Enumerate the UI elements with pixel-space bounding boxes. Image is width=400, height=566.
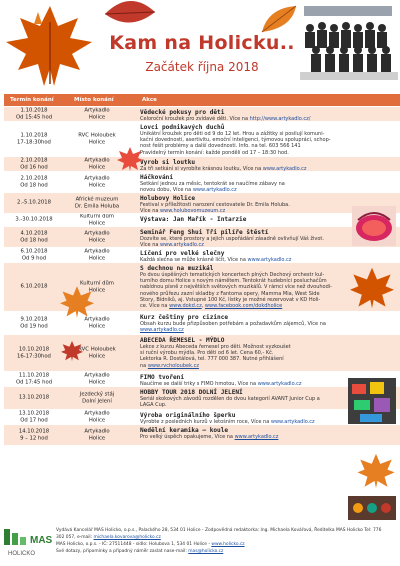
event-title: Výroba originálního šperku [140,412,236,419]
event-description-line: Více na www.holubovomuzeum.cz [140,208,226,213]
autumn-leaf-icon [100,0,160,34]
table-row [4,425,400,445]
event-place: Artykadlo [84,316,110,323]
footer-line: MAS Holicko, o.p.s. - IČ: 27511448 - sídlo: Holubova 1, 534 01 Holice - www.holicko.cz [56,542,245,547]
event-info-cell [140,337,354,369]
event-time: 16-17:30hod [17,353,51,359]
table-row [4,372,400,386]
event-date: 1.10.2018 [20,107,48,114]
maple-leaf-icon [58,285,96,319]
event-date: 1.10.2018 [20,132,48,139]
event-date: 2.10.2018 [20,157,48,164]
event-description-line: Lektorka R. Dostálová, tel. 777 000 387. Nutné přihlášení [140,356,284,363]
event-title: Výstava: Jan Mařík - Intarzie [140,216,247,223]
maple-leaf-icon [116,146,144,172]
event-place: Holice [88,237,106,243]
event-place-cell [64,372,130,385]
event-title: Holubovy Holice [140,195,196,202]
event-date-cell [4,107,64,120]
event-date: 6.10.2018 [20,283,48,290]
autumn-leaf-icon [60,340,84,362]
table-row [4,387,400,409]
event-link[interactable]: www.artykadlo.cz [257,381,302,386]
event-time: Od 17 hod [20,417,48,423]
event-description-line: nost řešit problémy a další dovednosti. Info. na tel. 603 566 141 [140,143,301,150]
event-date-cell [4,217,64,224]
event-description-line: Obsah kurzu bude přizpůsoben potřebám a požadavkům zájemců, Více na [140,321,326,327]
event-date: 6.10.2018 [20,248,48,255]
event-title: Nedělní keramika – koule [140,427,229,434]
svg-text:MAS: MAS [30,535,52,546]
event-link[interactable]: www.artykadlo.cz [234,434,279,440]
event-date: 2.10.2018 [20,175,48,182]
event-description-line: Naučíme se další triky s FIMO hmotou, Více na www.artykadlo.cz [140,381,302,386]
event-description-line: Seriál skokových závodů rozdělen do dvou kategorií AVANT Junior Cup a [140,396,320,402]
event-place: Holice [88,114,106,120]
event-description-line: Story, Bídníků, aj. Vstupné 100 Kč, lístky je možné rezervovat v KD Holi- [140,296,321,303]
event-date: 11.10.2018 [18,372,50,379]
event-date-cell [4,248,64,261]
event-date: 13.10.2018 [18,394,50,401]
event-link[interactable]: http://www.artykadlo.cz/ [249,116,311,121]
event-info-cell [140,109,354,121]
footer [0,522,400,566]
event-description-line: Pravidelný termín konání: každé pondělí od 17 – 18:30 hod. [140,149,289,156]
event-date-cell [4,157,64,170]
event-place: Dr. Emila Holuba [74,203,120,209]
event-title: Vyrob si loutku [140,159,196,166]
event-place: Kulturní dům [80,214,114,220]
column-header-date: Termín konání [10,97,54,103]
event-place: Holice [88,182,106,188]
event-place: Holice [88,353,106,359]
event-date-cell [4,410,64,423]
footer-line: Vydává Kancelář MAS Holicko, o.p.s., Palackého 28, 534 01 Holice - Zodpovědná redaktorka: Ing. Michaela Kovářová, Ředitelka MAS Holicko Tel: 776 [56,528,382,533]
event-date: 10.10.2018 [18,346,50,353]
event-date-cell [4,284,64,291]
event-description-line: LAGA Cup. [140,402,167,409]
event-description-line: Po dvou úspěšných tematických koncertech plných Dechový orchestr kul- [140,272,325,278]
event-link[interactable]: www.artykadlo.cz [247,257,292,262]
event-time: Od 15:45 hod [15,114,53,120]
event-place: Holice [88,139,106,145]
event-place: Artykadlo [84,157,110,164]
event-description-line: nového průřezu zazní skladby z Fantoma opery, Mamma Mia, West Side [140,290,320,297]
jewelry-photo [348,496,396,520]
event-place-cell [64,428,130,441]
event-place-cell [64,107,130,120]
event-link[interactable]: www.artykadlo.cz [270,419,315,424]
event-place: Holice [88,417,106,423]
event-info-cell [140,427,354,440]
event-info-cell [140,195,354,213]
footer-link[interactable]: mas@holicko.cz [188,549,224,554]
footer-line: 302 057, e-mail: michaela.kovarova@holicko.cz [56,535,161,540]
event-info-cell [140,229,354,247]
event-title: S dechnou na muzikál [140,265,214,272]
event-time: 9 – 12 hod [20,435,48,441]
event-time: Od 18 hod [20,182,48,188]
event-link[interactable]: www.artykadlo.cz [192,187,237,192]
column-header-event: Akce [142,97,157,103]
event-description-line: Lekce z kurzu Abeceda řemesel pro děti. Možnost vyzkoušet [140,344,291,350]
event-info-cell [140,174,354,192]
event-place: Artykadlo [84,428,110,435]
event-title: Háčkování [140,174,174,181]
event-description-line: Za tři setkání si vyrobíte krásnou loutku, Více na www.artykadlo.cz [140,166,307,171]
event-description-line: turního domu Holice s novým námětem. Tentokrát hudebníci posluchačům [140,278,327,285]
event-place: Holice [88,323,106,329]
event-place-cell [64,214,130,226]
event-info-cell [140,265,354,309]
table-row [4,193,400,213]
event-date-cell [4,200,64,207]
event-place: Artykadlo [84,410,110,417]
event-date-cell [4,316,64,329]
event-time: Od 18 hod [20,237,48,243]
event-date-cell [4,132,64,145]
event-title: Lovci podnikavých duchů [140,124,225,131]
maple-leaf-icon [356,452,396,490]
event-date-cell [4,346,64,359]
event-info-cell [140,159,354,171]
event-link[interactable]: www.holubovomuzeum.cz [160,208,226,213]
event-place-cell [64,410,130,423]
table-row [4,122,400,156]
footer-text [56,527,396,555]
header [0,0,400,92]
event-link[interactable]: www.artykadlo.cz [160,242,204,247]
group-photo [300,2,398,80]
event-place: RVC Holoubek [78,132,116,139]
event-place: Holice [88,220,106,226]
event-time: Od 19 hod [20,323,48,329]
event-place: Artykadlo [84,230,110,237]
event-link[interactable]: www.dokd.cz [169,303,202,310]
event-title: FIMO tvoření [140,374,185,381]
event-title: Líčení pro velké slečny [140,250,225,257]
event-place: Kulturní dům [80,280,114,287]
event-place: Artykadlo [84,372,110,379]
event-place: Artykadlo [84,248,110,255]
event-place-cell [64,248,130,261]
event-info-cell [140,389,354,408]
event-title: Kurz češtiny pro cizince [140,314,229,321]
footer-link[interactable]: michaela.kovarova@holicko.cz [93,535,161,540]
event-date: 3.-30.10.2018 [15,216,53,223]
event-title: Seminář Feng Shui Tři pilíře štěstí [140,229,269,236]
soap-photo [348,378,396,424]
svg-text:HOLICKO: HOLICKO [8,551,36,557]
event-info-cell [140,412,354,424]
event-description-line: ce. Více na www.dokd.cz, www.facebook.com/dokdholice [140,303,283,310]
event-link[interactable]: www.rvcholoubek.cz [147,362,199,369]
event-place: Artykadlo [84,175,110,182]
event-description-line: kační dovednosti, asertivitu, emoční inteligenci, týmovou spolupráci, schop- [140,137,331,144]
event-description-line: Celoroční kroužek pro zvídavé děti. Více na http://www.artykadlo.cz/ [140,116,311,121]
table-row [4,214,400,226]
event-date-cell [4,395,64,402]
event-date-cell [4,428,64,441]
event-place: Holice [88,164,106,170]
event-place: Jezdecký stáj [79,391,115,398]
event-date-cell [4,372,64,385]
event-link[interactable]: www.artykadlo.cz [140,327,184,334]
event-description-line: si ruční výrobu mýdla. Pro děti od 6 let. Cena 60,- Kč. [140,350,274,357]
event-date: 2.-5.10.2018 [17,199,51,206]
event-date-cell [4,175,64,188]
event-description-line: Pro velký úspěch opakujeme, Více na www.artykadlo.cz [140,434,279,440]
event-description-line: Unikátní kroužek pro děti od 9 do 12 let. Hrou a zážitky si posilují komuni- [140,131,325,137]
event-date: 9.10.2018 [20,316,48,323]
table-row [4,157,400,171]
event-place: Holice [88,287,106,293]
table-row [4,248,400,262]
event-info-cell [140,314,354,333]
event-description-line: Vyrobte z posledních kurzů v letošním roce, Více na www.artykadlo.cz [140,419,315,424]
event-place: Holice [88,435,106,441]
table-row [4,172,400,192]
event-info-cell [140,216,354,223]
footer-link[interactable]: www.holicko.cz [211,542,245,547]
table-row [4,107,400,121]
event-description-line: novou dobu, Více na www.artykadlo.cz [140,187,237,192]
event-description-line: Festival v příležitosti narození cestovatele Dr. Emila Holuba. [140,202,290,208]
event-place: RVC Holoubek [78,346,116,353]
event-description-line: Každá slečna se může krásně líčit, Více na www.artykadlo.cz [140,257,292,262]
event-description-line: Setkání jednou za měsíc, tentokrát se naučíme zábavy na [140,181,285,187]
page-title: Kam na Holicku.. [109,32,295,54]
event-link[interactable]: www.artykadlo.cz [262,166,307,171]
event-time: 17-18:30hod [17,139,51,145]
table-header [4,94,400,106]
event-title: ABECEDA ŘEMESEL - MÝDLO [140,337,225,344]
event-description-line: Dozvíte se, které prostory a jejich uspořádání zásadně ovlivňují Váš život. [140,236,324,242]
table-row [4,410,400,424]
maple-leaf-icon [4,2,96,90]
event-description-line [140,327,354,333]
table-row [4,227,400,247]
footer-line: Své dotazy, připomínky a případný náměr zaslat nase-mail: mas@holicko.cz [56,549,224,554]
event-date: 14.10.2018 [18,428,50,435]
event-title: HOBBY TOUR 2018 DOLNÍ JELENÍ [140,389,243,396]
event-date-cell [4,230,64,243]
crochet-photo [352,206,396,246]
event-place-cell [64,175,130,188]
event-place-cell [64,230,130,243]
mas-holicko-logo [4,529,52,559]
page-subtitle: Začátek října 2018 [145,60,259,74]
event-description-line: na www.rvcholoubek.cz [140,362,199,369]
event-description-line: Více na www.artykadlo.cz [140,242,204,247]
event-place: Holice [88,379,106,385]
event-info-cell [140,374,354,386]
event-description-line: nabídnou písně z největších světových muzikálů. V rámci více než dvouhodi- [140,284,332,291]
event-info-cell [140,250,354,262]
event-info-cell [140,124,354,156]
event-time: Od 16 hod [20,164,48,170]
event-date: 4.10.2018 [20,230,48,237]
event-place: Holice [88,255,106,261]
event-place-cell [64,196,130,209]
event-place: Africké muzeum [75,196,119,203]
event-link[interactable]: www.facebook.com/dokdholice [204,303,283,310]
event-place-cell [64,132,130,145]
event-title: Vědecké pokusy pro děti [140,109,225,116]
event-place: Dolní Jelení [82,398,112,404]
event-time: Od 17:45 hod [15,379,53,385]
column-header-place: Místo konání [74,97,114,103]
event-date: 13.10.2018 [18,410,50,417]
maple-leaf-icon [348,266,396,310]
event-time: Od 9 hod [21,255,47,261]
event-place-cell [64,391,130,404]
event-place: Artykadlo [84,107,110,114]
